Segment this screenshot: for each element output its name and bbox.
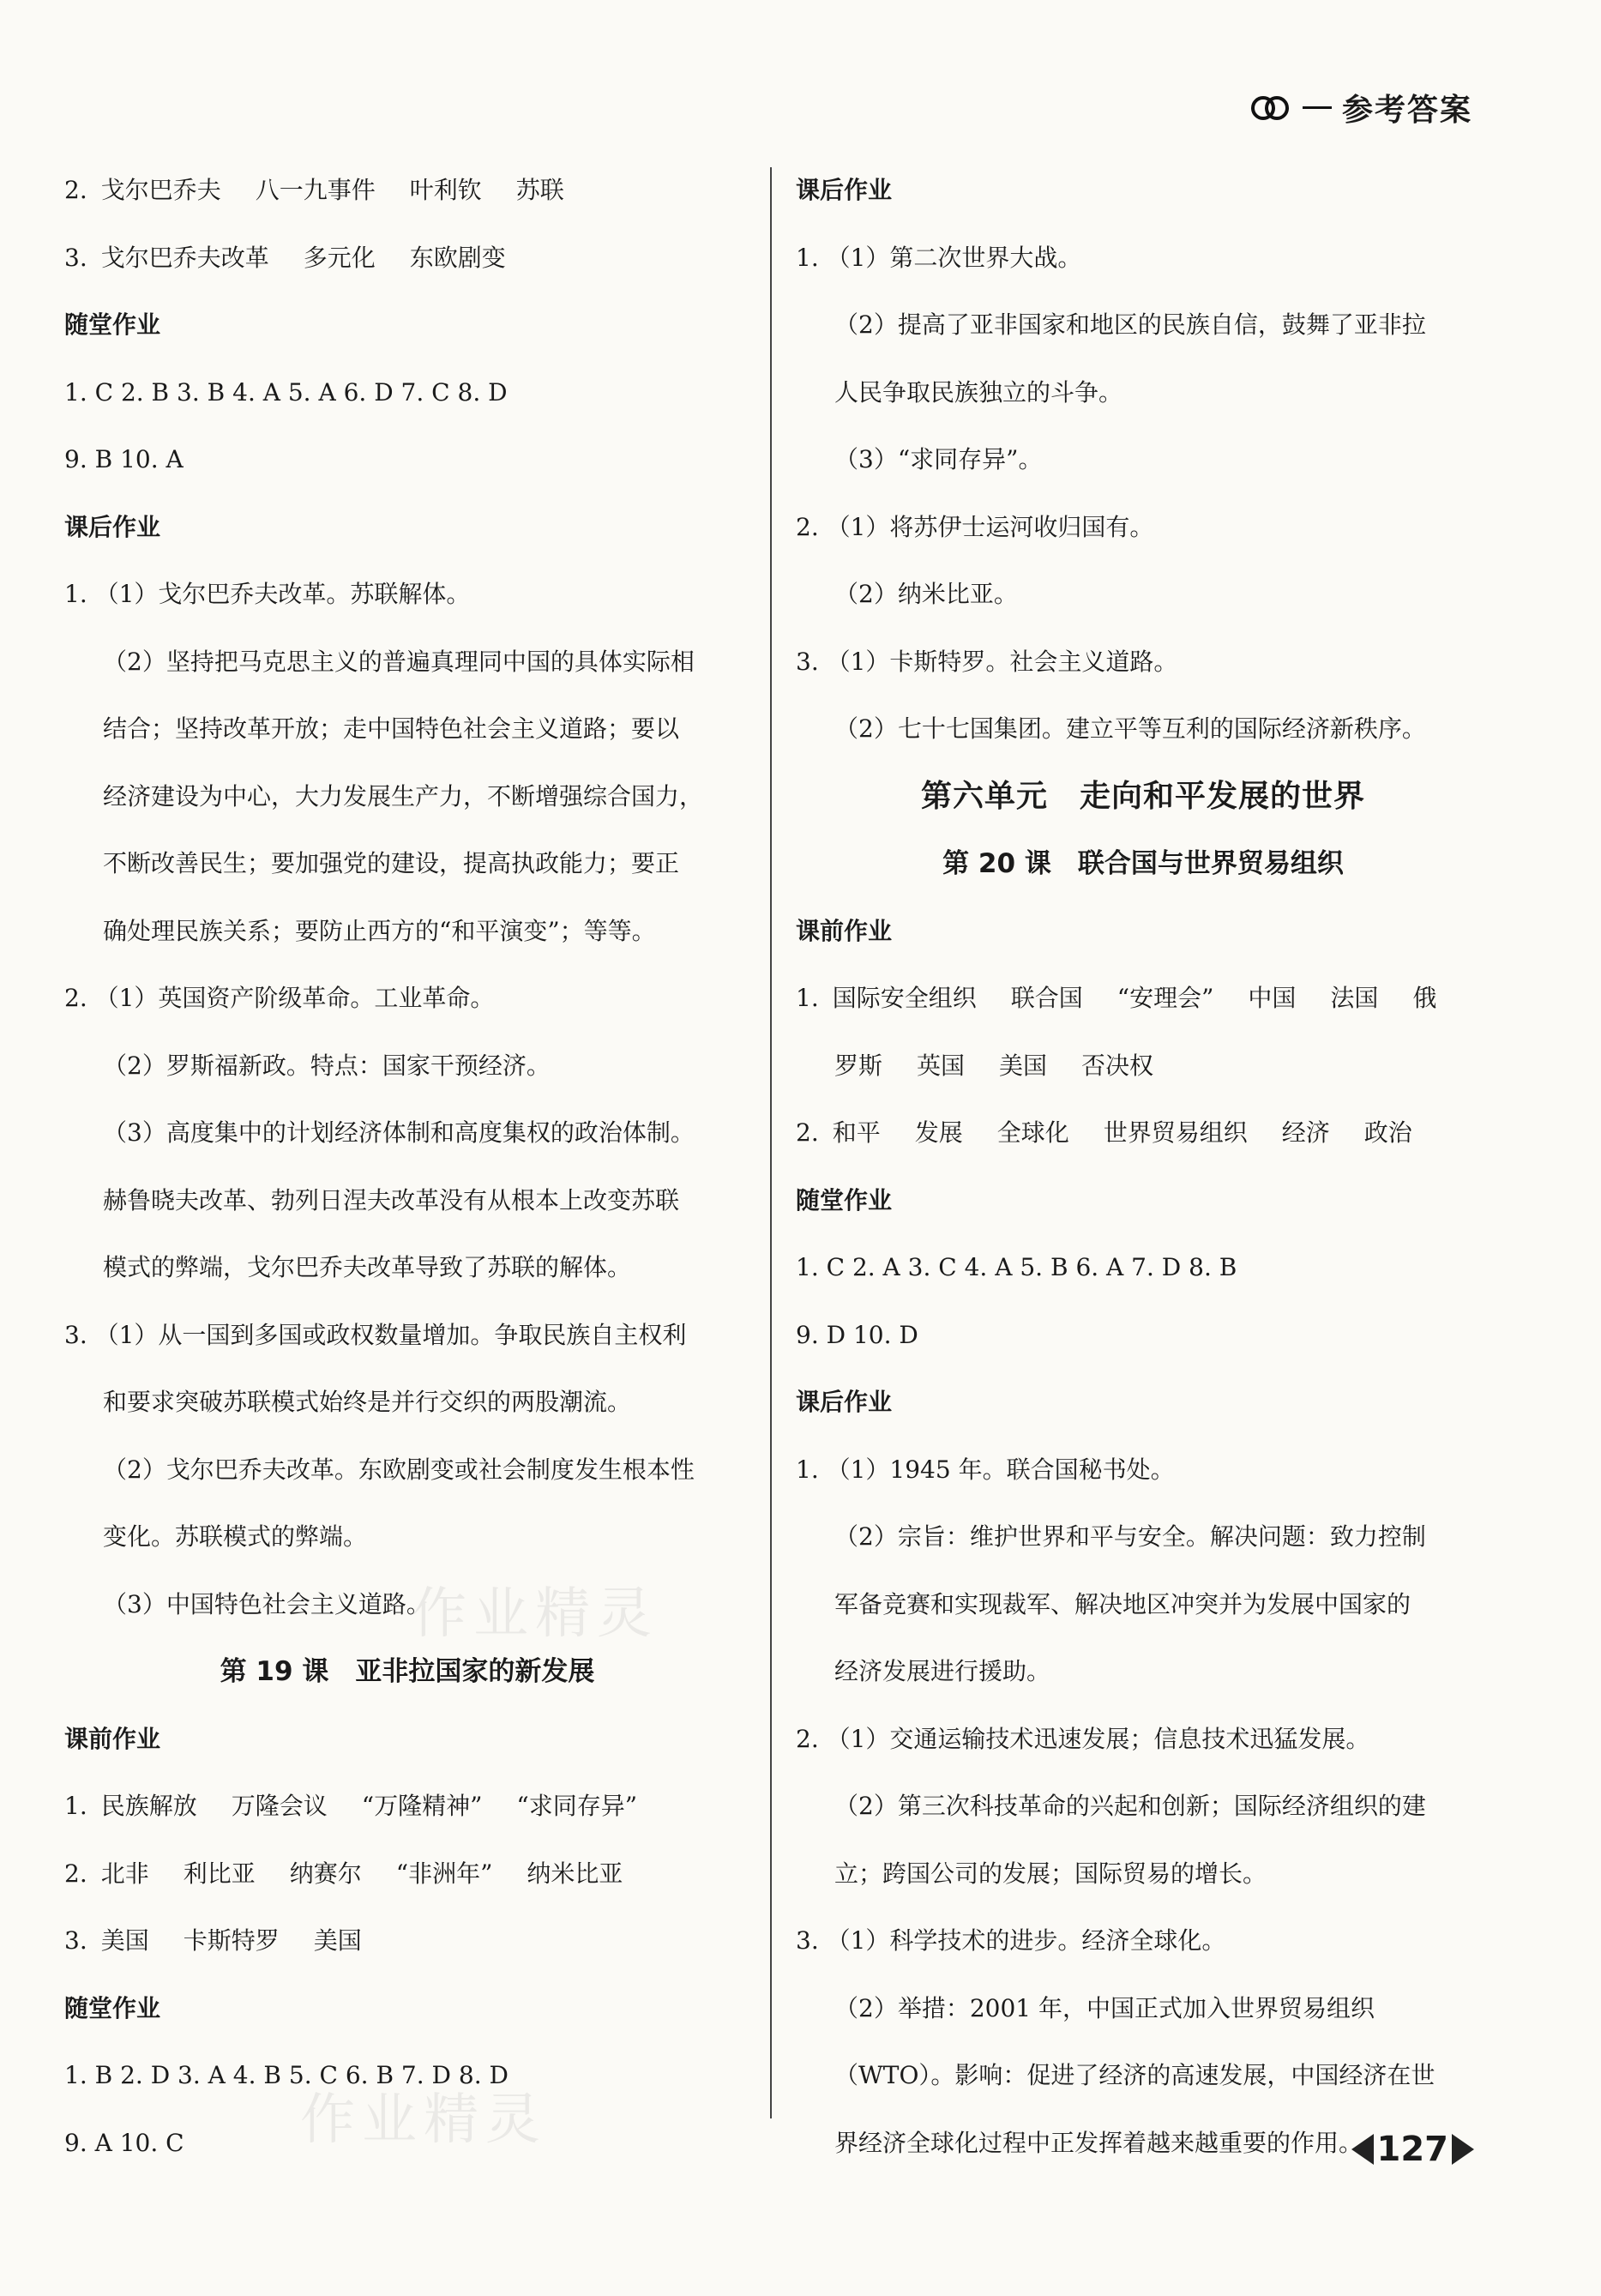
section-heading: 随堂作业 — [796, 1185, 893, 1214]
left-column — [64, 157, 750, 2177]
watermark-top: 作业精灵 — [412, 1582, 659, 1646]
column-divider — [770, 167, 772, 2118]
answer-line: （3）“求同存异”。 — [834, 445, 1043, 473]
answer-line: （WTO）。影响：促进了经济的高速发展，中国经济在世 — [834, 2061, 1435, 2089]
answer-line: 1. C 2. B 3. B 4. A 5. A 6. D 7. C 8. D — [64, 377, 508, 407]
right-column — [796, 157, 1490, 2177]
answer-item: 世界贸易组织 — [1103, 1118, 1248, 1147]
answer-item: 政治 — [1363, 1118, 1412, 1147]
lesson-title: 第 20 课 联合国与世界贸易组织 — [942, 848, 1344, 879]
answer-item: 东欧剧变 — [409, 243, 506, 272]
section-heading: 课前作业 — [796, 916, 893, 945]
answer-line: （3）高度集中的计划经济体制和高度集权的政治体制。 — [103, 1118, 695, 1147]
header-rule — [1303, 106, 1332, 109]
answer-row — [796, 965, 1490, 1033]
answer-line: 1. （1）1945 年。联合国秘书处。 — [796, 1455, 1175, 1484]
answer-line: （3）中国特色社会主义道路。 — [103, 1589, 430, 1618]
section-heading: 随堂作业 — [64, 1993, 161, 2022]
unit-title: 第六单元 走向和平发展的世界 — [920, 778, 1365, 814]
answer-line: （2）戈尔巴乔夫改革。东欧剧变或社会制度发生根本性 — [103, 1455, 695, 1484]
answer-item: 卡斯特罗 — [183, 1926, 280, 1955]
answer-item: 俄 — [1412, 984, 1437, 1012]
answer-line: 不断改善民生；要加强党的建设，提高执政能力；要正 — [103, 849, 680, 877]
answer-item: 经济 — [1281, 1118, 1330, 1147]
answer-line: （2）纳米比亚。 — [834, 580, 1018, 608]
answer-item: 纳米比亚 — [527, 1859, 623, 1888]
answer-item: 美国 — [100, 1926, 149, 1955]
answer-item: “万隆精神” — [361, 1792, 483, 1820]
answer-item: 美国 — [999, 1051, 1048, 1080]
answer-item: 美国 — [313, 1926, 362, 1955]
answer-logo-icon — [1251, 93, 1292, 124]
answer-item: 苏联 — [515, 176, 564, 204]
answer-item: 北非 — [100, 1859, 149, 1888]
answer-item: “安理会” — [1116, 984, 1214, 1012]
answer-line: 人民争取民族独立的斗争。 — [834, 377, 1123, 407]
answer-line: 2. （1）英国资产阶级革命。工业革命。 — [64, 984, 495, 1012]
answer-line: 军备竞赛和实现裁军、解决地区冲突并为发展中国家的 — [834, 1589, 1411, 1618]
answer-line: 1. B 2. D 3. A 4. B 5. C 6. B 7. D 8. D — [64, 2061, 509, 2089]
answer-line: （2）宗旨：维护世界和平与安全。解决问题：致力控制 — [834, 1522, 1426, 1551]
section-heading: 随堂作业 — [64, 310, 161, 339]
answer-row — [64, 157, 750, 225]
answer-line: （2）第三次科技革命的兴起和创新；国际经济组织的建 — [834, 1792, 1426, 1820]
answer-line: 2. （1）将苏伊士运河收归国有。 — [796, 512, 1154, 541]
section-heading: 课后作业 — [796, 176, 893, 204]
section-heading: 课后作业 — [796, 1388, 893, 1416]
answer-item: 民族解放 — [100, 1792, 197, 1820]
answer-line: 赫鲁晓夫改革、勃列日涅夫改革没有从根本上改变苏联 — [103, 1185, 680, 1214]
answer-line: （2）举措：2001 年，中国正式加入世界贸易组织 — [834, 1993, 1375, 2022]
answer-line: 3. （1）卡斯特罗。社会主义道路。 — [796, 647, 1178, 676]
answer-item: 法国 — [1330, 984, 1379, 1012]
page-number-value: 127 — [1376, 2130, 1448, 2169]
arrow-left-icon — [1351, 2134, 1374, 2165]
answer-line: （2）罗斯福新政。特点：国家干预经济。 — [103, 1051, 551, 1080]
answer-row — [64, 225, 750, 292]
watermark-bottom: 作业精灵 — [300, 2088, 547, 2152]
answer-line: 1. C 2. A 3. C 4. A 5. B 6. A 7. D 8. B — [796, 1253, 1237, 1281]
answer-line: 经济发展进行援助。 — [834, 1657, 1051, 1685]
answer-item: 纳赛尔 — [289, 1859, 362, 1888]
answer-line: 变化。苏联模式的弊端。 — [103, 1522, 368, 1551]
answer-row — [796, 1033, 1490, 1100]
answer-item: “非洲年” — [395, 1859, 493, 1888]
answer-item: 国际安全组织 — [832, 984, 977, 1012]
answer-item: 联合国 — [1010, 984, 1083, 1012]
question-number: 2. — [64, 176, 87, 204]
question-number: 2. — [796, 1118, 819, 1147]
answer-item: 利比亚 — [183, 1859, 256, 1888]
answer-line: 9. D 10. D — [796, 1320, 918, 1349]
answer-line: 9. B 10. A — [64, 445, 184, 473]
answer-item: 多元化 — [303, 243, 376, 272]
question-number: 3. — [64, 1926, 87, 1955]
answer-line: 立；跨国公司的发展；国际贸易的增长。 — [834, 1859, 1267, 1888]
answer-item: 万隆会议 — [231, 1792, 328, 1820]
answer-line: （2）提高了亚非国家和地区的民族自信，鼓舞了亚非拉 — [834, 310, 1426, 339]
answer-line: 3. （1）从一国到多国或政权数量增加。争取民族自主权利 — [64, 1320, 687, 1349]
question-number: 3. — [64, 243, 87, 272]
answer-line: 经济建设为中心，大力发展生产力，不断增强综合国力， — [103, 781, 704, 811]
lesson-title: 第 19 课 亚非拉国家的新发展 — [220, 1656, 595, 1687]
answer-item: 和平 — [832, 1118, 881, 1147]
answer-line: 确处理民族关系；要防止西方的“和平演变”；等等。 — [103, 916, 656, 945]
answer-line: 模式的弊端，戈尔巴乔夫改革导致了苏联的解体。 — [103, 1253, 632, 1281]
question-number: 2. — [64, 1859, 87, 1888]
answer-row — [64, 1841, 750, 1908]
question-number: 1. — [64, 1792, 87, 1820]
header-title: 参考答案 — [1341, 93, 1472, 128]
answer-item: 罗斯 — [834, 1051, 883, 1080]
answer-row — [796, 1100, 1490, 1167]
answer-line: 和要求突破苏联模式始终是并行交织的两股潮流。 — [103, 1388, 632, 1416]
answer-row — [64, 1907, 750, 1975]
page-number — [1351, 2130, 1475, 2169]
answer-line: 3. （1）科学技术的进步。经济全球化。 — [796, 1926, 1226, 1955]
answer-line: 1. （1）戈尔巴乔夫改革。苏联解体。 — [64, 580, 471, 608]
answer-line: 界经济全球化过程中正发挥着越来越重要的作用。 — [834, 2128, 1363, 2157]
section-heading: 课前作业 — [64, 1724, 161, 1753]
answer-item: 发展 — [914, 1118, 963, 1147]
answer-row — [64, 1773, 750, 1841]
answer-item: 叶利钦 — [409, 176, 482, 204]
answer-item: 英国 — [917, 1051, 966, 1080]
answer-item: 否决权 — [1081, 1051, 1154, 1080]
arrow-right-icon — [1452, 2134, 1474, 2165]
answer-line: 1. （1）第二次世界大战。 — [796, 243, 1082, 272]
answer-item: “求同存异” — [516, 1792, 638, 1820]
section-heading: 课后作业 — [64, 512, 161, 541]
answer-item: 八一九事件 — [255, 176, 376, 204]
answer-line: 结合；坚持改革开放；走中国特色社会主义道路；要以 — [103, 714, 680, 743]
answer-item: 戈尔巴乔夫改革 — [100, 243, 269, 272]
question-number: 1. — [796, 984, 819, 1012]
answer-item: 中国 — [1248, 984, 1297, 1012]
answer-item: 全球化 — [996, 1118, 1069, 1147]
answer-line: （2）坚持把马克思主义的普遍真理同中国的具体实际相 — [103, 647, 695, 676]
page-header — [1251, 86, 1472, 130]
answer-line: 9. A 10. C — [64, 2128, 184, 2157]
answer-line: （2）七十七国集团。建立平等互利的国际经济新秩序。 — [834, 714, 1426, 743]
answer-line: 2. （1）交通运输技术迅速发展；信息技术迅猛发展。 — [796, 1724, 1370, 1753]
answer-item: 戈尔巴乔夫 — [100, 176, 221, 204]
